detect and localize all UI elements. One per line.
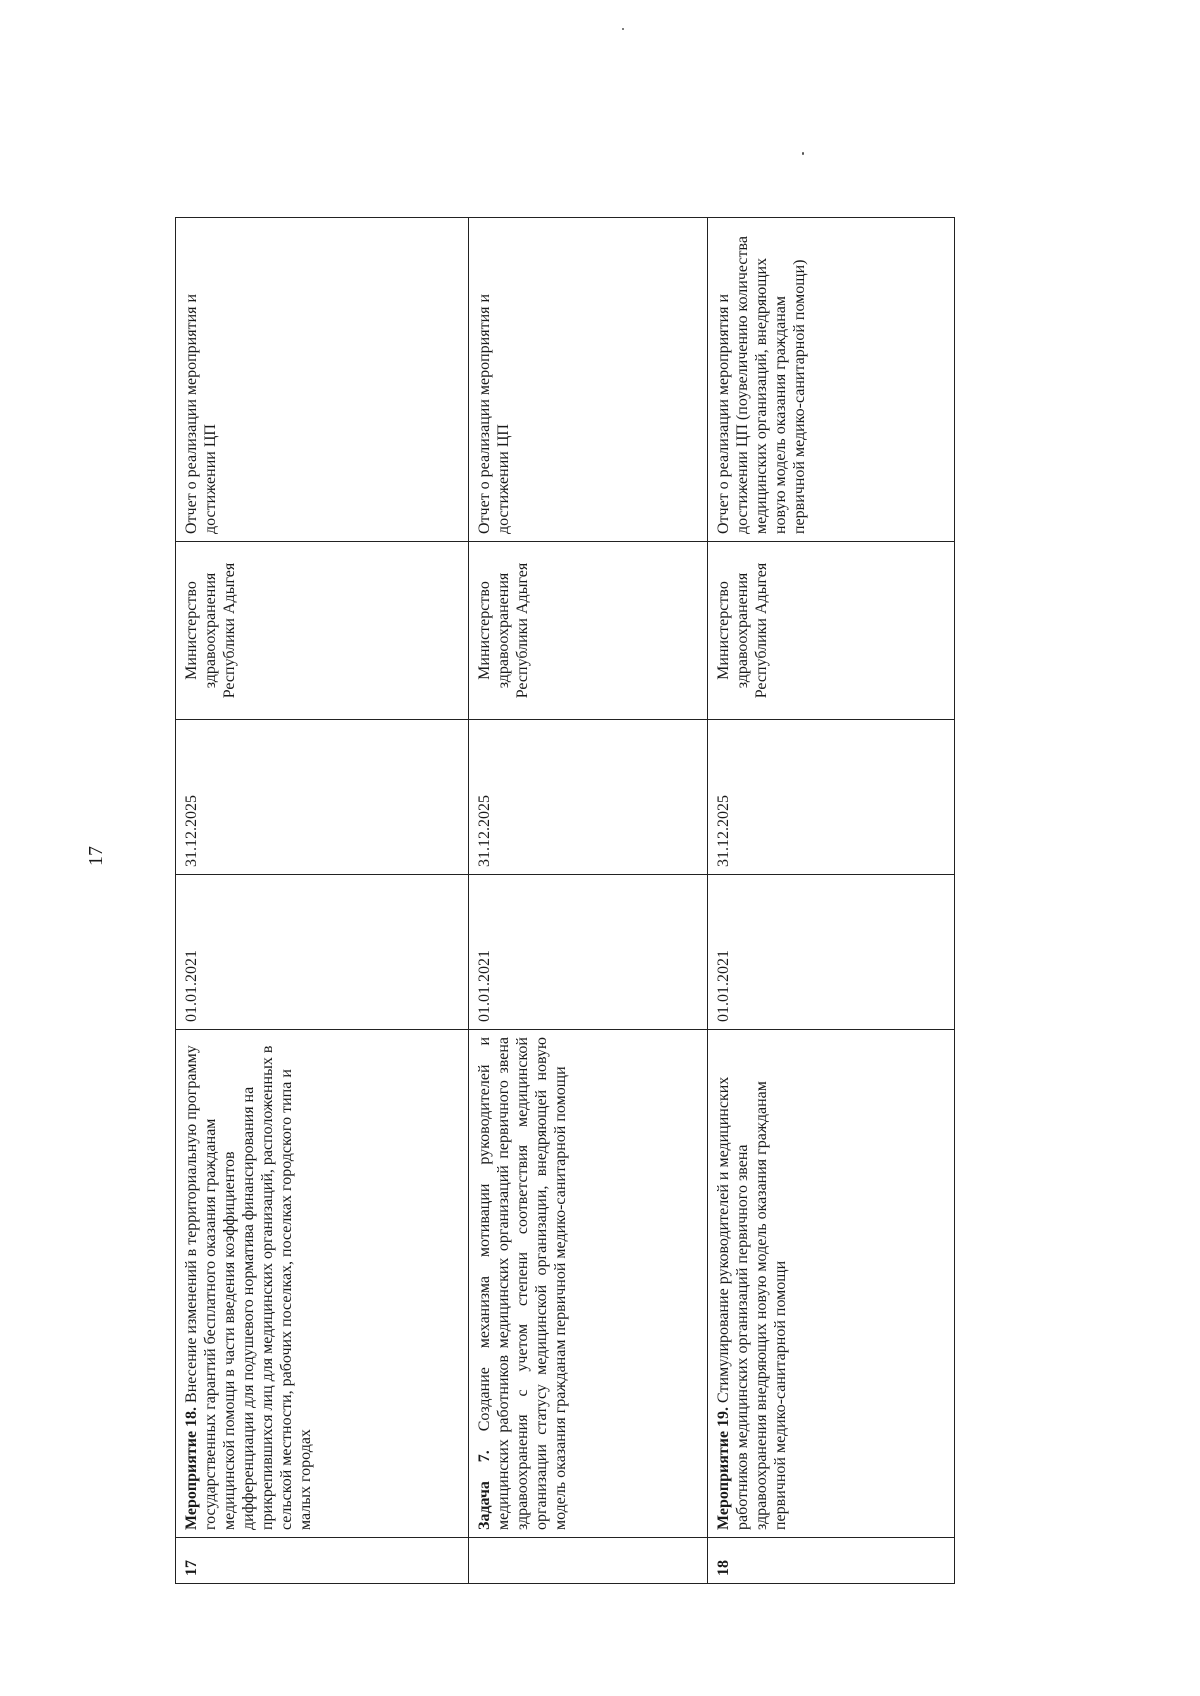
table-row (708, 218, 955, 1584)
report-result: Отчет о реализации мероприятия и достижении ЦП (176, 218, 469, 542)
task-description (469, 1030, 708, 1538)
page-number: 17 (85, 846, 107, 866)
start-date: 01.01.2021 (176, 875, 469, 1030)
table-row (469, 218, 708, 1584)
responsible-executor: Министерство здравоохранения Республики Адыгея (176, 542, 469, 720)
measures-table (175, 217, 955, 1584)
measure-title: Мероприятие 19. (715, 1406, 732, 1530)
end-date: 31.12.2025 (708, 720, 955, 875)
table-row (176, 218, 469, 1584)
responsible-executor: Министерство здравоохранения Республики Адыгея (469, 542, 708, 720)
end-date: 31.12.2025 (469, 720, 708, 875)
measure-title: Мероприятие 18. (183, 1406, 200, 1530)
report-result: Отчет о реализации мероприятия и достижении ЦП (поувеличению количества медицинских организаций, внедряющих новую модель оказания гражданам первичной медико-санитарной помощи) (708, 218, 955, 542)
scan-speck (802, 152, 804, 155)
measure-text: Стимулирование руководителей и медицинских работников медицинских организаций первичного звена здравоохранения внедряющих новую модель оказания гражданам первичной медико-санитарной помощи (715, 1076, 789, 1530)
row-number: 17 (176, 1538, 469, 1584)
task-text: Создание механизма мотивации руководителей и медицинских работников медицинских организаций первичного звена здравоохранения с учетом степени соответствия медицинской организации статусу медицинской организации, внедряющей новую модель оказания гражданам первичной медико-санитарной помощи (476, 1036, 569, 1530)
task-title: Задача 7. (476, 1450, 493, 1530)
scan-speck (622, 28, 624, 30)
end-date: 31.12.2025 (176, 720, 469, 875)
measure-text: Внесение изменений в территориальную программу государственных гарантий бесплатного оказания гражданам медицинской помощи в части введения коэффициентов дифференциации для подушевого норматива финансирования на прикрепившихся лиц для медицинских организаций, расположенных в сельской местности, рабочих поселках, поселках городского типа и малых городах (183, 1045, 314, 1530)
measure-description (708, 1030, 955, 1538)
rotated-table-container (175, 218, 1075, 1584)
report-result: Отчет о реализации мероприятия и достижении ЦП (469, 218, 708, 542)
row-number (469, 1538, 708, 1584)
responsible-executor: Министерство здравоохранения Республики Адыгея (708, 542, 955, 720)
start-date: 01.01.2021 (469, 875, 708, 1030)
row-number: 18 (708, 1538, 955, 1584)
measure-description (176, 1030, 469, 1538)
start-date: 01.01.2021 (708, 875, 955, 1030)
